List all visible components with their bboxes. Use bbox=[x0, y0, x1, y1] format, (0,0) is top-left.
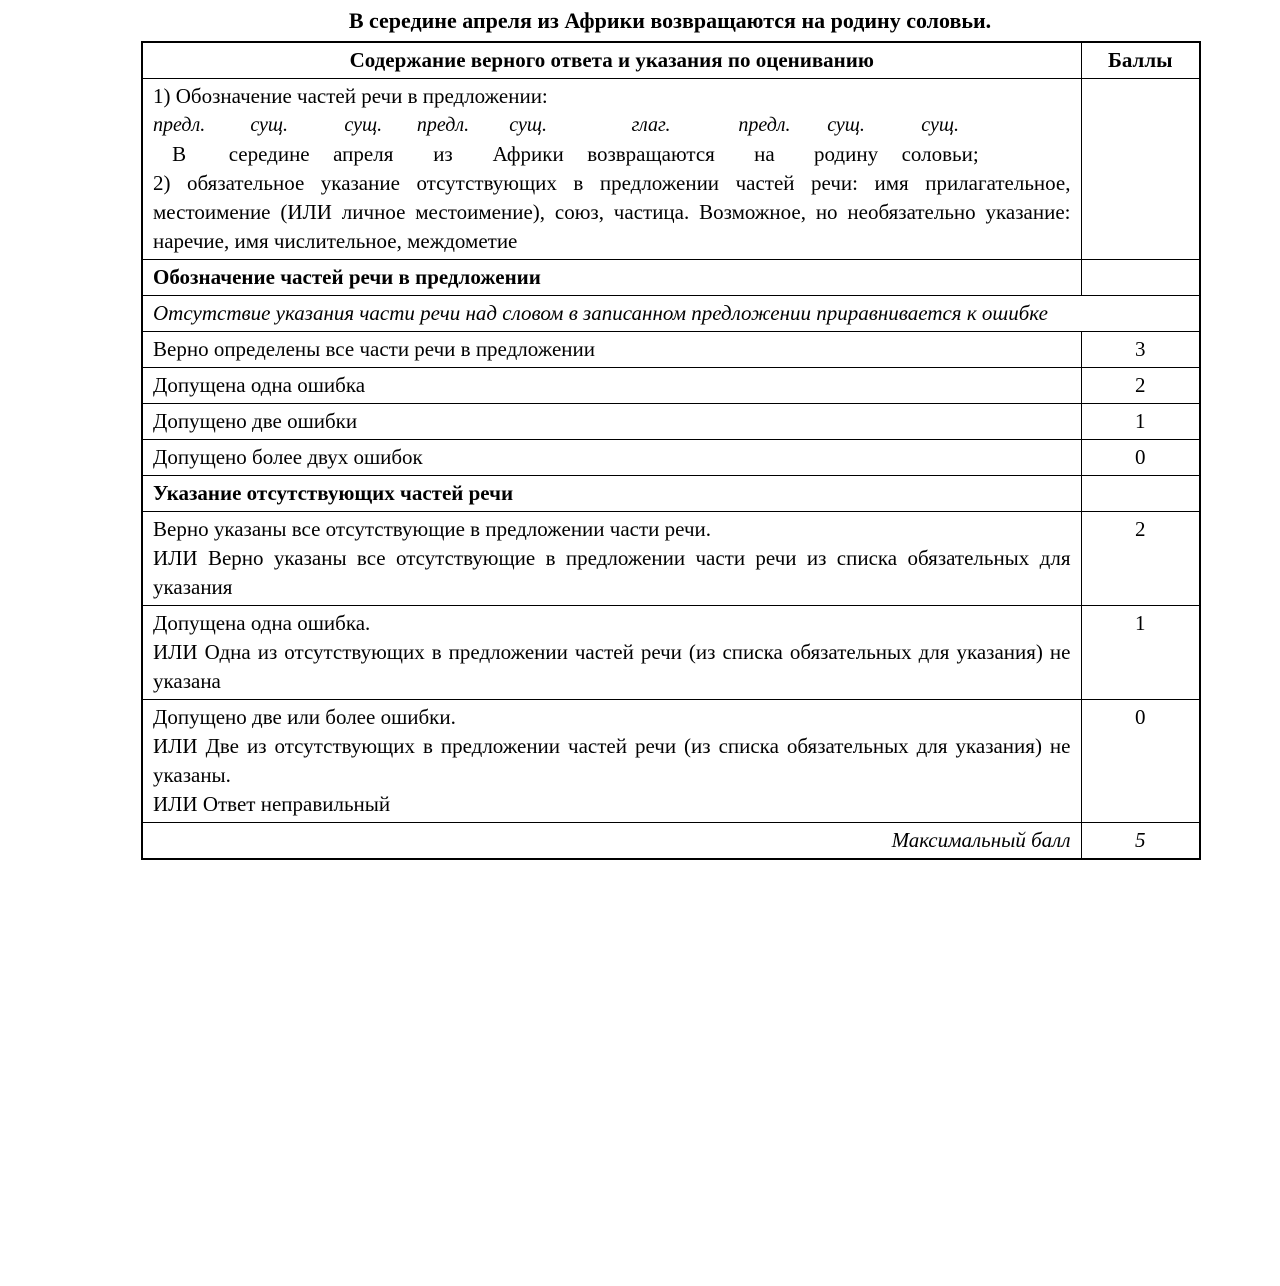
criteria-text bbox=[142, 606, 1081, 700]
sentence-word: соловьи; bbox=[901, 142, 979, 166]
annotated-word bbox=[902, 111, 979, 169]
header-points: Баллы bbox=[1081, 42, 1200, 79]
points-cell-empty bbox=[1081, 79, 1200, 260]
points-cell: 0 bbox=[1081, 440, 1200, 476]
annotated-word bbox=[417, 111, 469, 169]
criteria-text: Верно определены все части речи в предложении bbox=[142, 332, 1081, 368]
answer-row bbox=[142, 79, 1200, 260]
pos-label: сущ. bbox=[344, 114, 383, 136]
criteria-text bbox=[142, 512, 1081, 606]
annotated-word bbox=[153, 111, 205, 169]
sentence-word: Африки bbox=[492, 142, 564, 166]
max-score-value: 5 bbox=[1081, 823, 1200, 860]
points-cell-empty bbox=[1081, 476, 1200, 512]
criteria-line: Допущено две или более ошибки. bbox=[153, 705, 456, 729]
sentence-word: из bbox=[433, 142, 453, 166]
pos-label: сущ. bbox=[921, 114, 959, 136]
criteria-row bbox=[142, 404, 1200, 440]
criteria-line: ИЛИ Верно указаны все отсутствующие в предложении части речи из списка обязательных для указания bbox=[153, 546, 1071, 599]
page-title: В середине апреля из Африки возвращаются на родину соловьи. bbox=[348, 8, 992, 33]
scoring-table bbox=[141, 41, 1201, 860]
points-cell-empty bbox=[1081, 260, 1200, 296]
sentence-word: В bbox=[172, 142, 187, 166]
points-cell: 1 bbox=[1081, 404, 1200, 440]
points-cell: 3 bbox=[1081, 332, 1200, 368]
points-cell: 2 bbox=[1081, 512, 1200, 606]
criteria-text: Допущена одна ошибка bbox=[142, 368, 1081, 404]
section-title-1: Обозначение частей речи в предложении bbox=[142, 260, 1081, 296]
annotated-sentence bbox=[153, 111, 979, 169]
points-cell: 0 bbox=[1081, 700, 1200, 823]
criteria-row bbox=[142, 700, 1200, 823]
answer-line-2: 2) обязательное указание отсутствующих в предложении частей речи: имя прилагательное, местоимение (ИЛИ личное местоимение), союз, частица. Возможное, но необязательно указание: наречие, имя числительное, междометие bbox=[153, 171, 1071, 253]
max-score-label: Максимальный балл bbox=[142, 823, 1081, 860]
pos-label: сущ. bbox=[827, 114, 865, 136]
pos-label: сущ. bbox=[250, 114, 289, 136]
sentence-word: родину bbox=[814, 142, 879, 166]
annotated-word bbox=[229, 111, 310, 169]
criteria-text bbox=[142, 700, 1081, 823]
criteria-row bbox=[142, 440, 1200, 476]
pos-label: глаг. bbox=[631, 114, 671, 136]
points-cell: 2 bbox=[1081, 368, 1200, 404]
sentence-word: возвращаются bbox=[587, 142, 715, 166]
criteria-text: Допущено две ошибки bbox=[142, 404, 1081, 440]
criteria-row bbox=[142, 606, 1200, 700]
footer-row bbox=[142, 823, 1200, 860]
section-title-2: Указание отсутствующих частей речи bbox=[142, 476, 1081, 512]
criteria-row bbox=[142, 332, 1200, 368]
criteria-row bbox=[142, 512, 1200, 606]
header-content: Содержание верного ответа и указания по оцениванию bbox=[142, 42, 1081, 79]
criteria-line: Допущена одна ошибка. bbox=[153, 611, 371, 635]
annotated-word bbox=[814, 111, 878, 169]
section-row-1 bbox=[142, 260, 1200, 296]
criteria-line: ИЛИ Ответ неправильный bbox=[153, 792, 391, 816]
sentence-word: на bbox=[754, 142, 775, 166]
answer-cell bbox=[142, 79, 1081, 260]
criteria-line: ИЛИ Одна из отсутствующих в предложении частей речи (из списка обязательных для указания) не указана bbox=[153, 640, 1071, 693]
pos-label: предл. bbox=[738, 114, 791, 136]
note-row bbox=[142, 296, 1200, 332]
section-row-2 bbox=[142, 476, 1200, 512]
pos-label: предл. bbox=[416, 114, 470, 136]
pos-label: предл. bbox=[153, 114, 206, 136]
annotated-word bbox=[738, 111, 790, 169]
pos-label: сущ. bbox=[509, 114, 547, 136]
criteria-line: ИЛИ Две из отсутствующих в предложении частей речи (из списка обязательных для указания) не указаны. bbox=[153, 734, 1071, 787]
table-header-row bbox=[142, 42, 1200, 79]
annotated-word bbox=[333, 111, 393, 169]
annotated-word bbox=[587, 111, 715, 169]
criteria-row bbox=[142, 368, 1200, 404]
criteria-line: Верно указаны все отсутствующие в предложении части речи. bbox=[153, 517, 711, 541]
note-text: Отсутствие указания части речи над словом в записанном предложении приравнивается к ошибке bbox=[142, 296, 1200, 332]
document-page bbox=[141, 6, 1199, 860]
annotated-word bbox=[493, 111, 564, 169]
sentence-word: апреля bbox=[333, 142, 394, 166]
points-cell: 1 bbox=[1081, 606, 1200, 700]
answer-line-1: 1) Обозначение частей речи в предложении: bbox=[153, 84, 548, 108]
criteria-text: Допущено более двух ошибок bbox=[142, 440, 1081, 476]
sentence-word: середине bbox=[228, 142, 310, 166]
